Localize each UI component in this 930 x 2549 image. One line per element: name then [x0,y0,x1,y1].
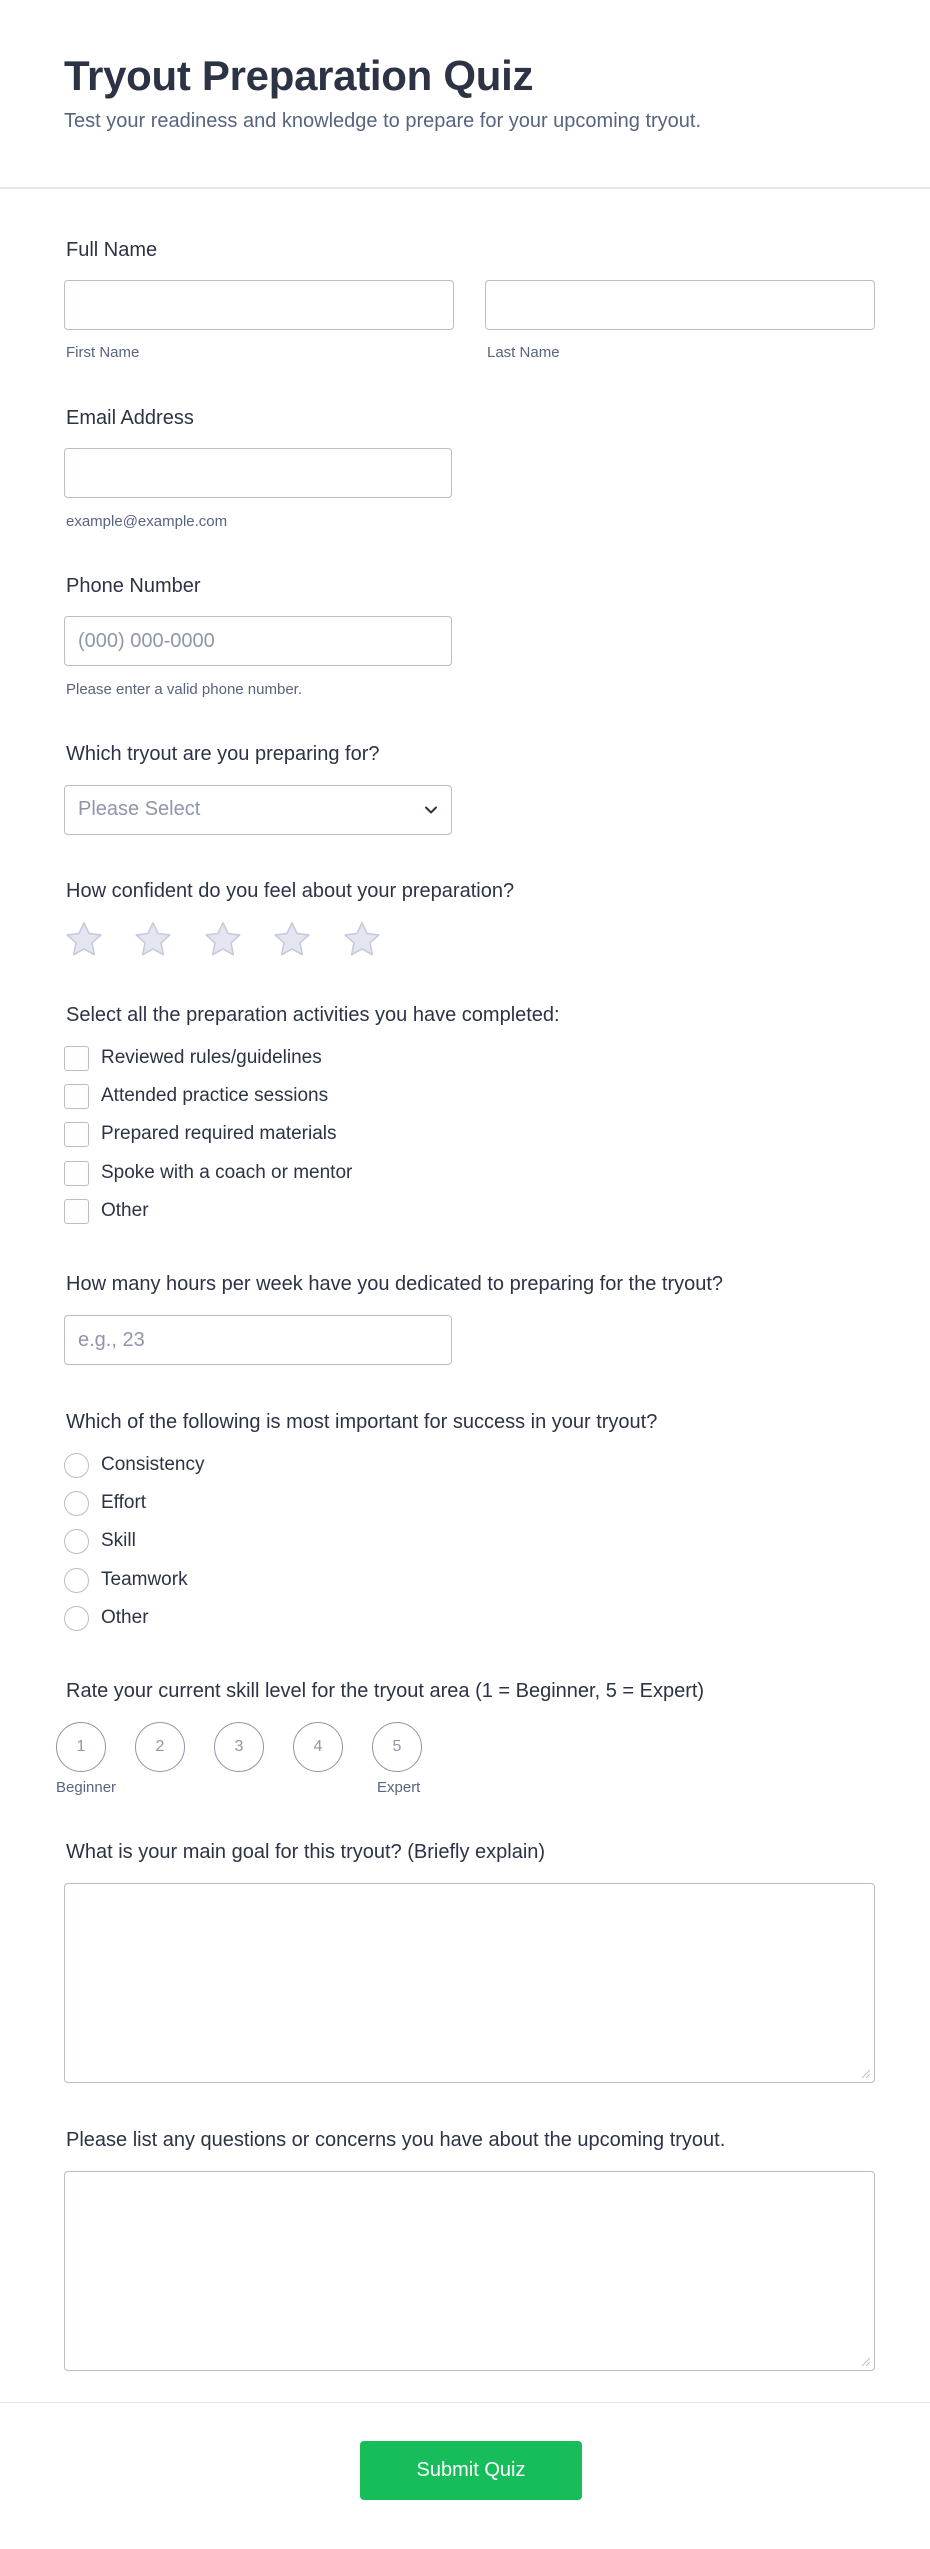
star-icon[interactable] [202,919,244,961]
first-name-sublabel: First Name [66,344,140,361]
hours-label: How many hours per week have you dedicated to preparing for the tryout? [66,1273,724,1295]
concerns-textarea[interactable] [64,2171,875,2371]
phone-label: Phone Number [66,575,201,597]
checkbox-label[interactable]: Spoke with a coach or mentor [101,1162,353,1183]
scale-option-1[interactable]: 1 [56,1722,106,1772]
checkbox-label[interactable]: Attended practice sessions [101,1085,329,1106]
email-input[interactable] [65,449,451,497]
scale-option-5[interactable]: 5 [372,1722,422,1772]
phone-field[interactable] [64,616,452,666]
tryout-label: Which tryout are you preparing for? [66,743,380,765]
checkbox[interactable] [64,1199,89,1224]
hours-input[interactable] [65,1316,451,1364]
checkbox-label[interactable]: Other [101,1200,149,1221]
radio-label[interactable]: Effort [101,1492,147,1513]
chevron-down-icon [421,800,441,820]
checkbox[interactable] [64,1122,89,1147]
star-icon[interactable] [271,919,313,961]
phone-input[interactable] [65,617,451,665]
last-name-sublabel: Last Name [487,344,560,361]
scale-max-label: Expert [377,1779,421,1796]
email-sublabel: example@example.com [66,513,228,530]
confidence-label: How confident do you feel about your preparation? [66,880,515,902]
tryout-select[interactable] [64,785,452,835]
scale-option-3[interactable]: 3 [214,1722,264,1772]
phone-sublabel: Please enter a valid phone number. [66,681,302,698]
radio-label[interactable]: Consistency [101,1454,205,1475]
submit-button[interactable]: Submit Quiz [360,2441,582,2500]
tryout-select-value: Please Select [78,798,201,820]
scale-option-4[interactable]: 4 [293,1722,343,1772]
checkbox[interactable] [64,1084,89,1109]
scale-option-2[interactable]: 2 [135,1722,185,1772]
hours-field[interactable] [64,1315,452,1365]
radio-label[interactable]: Skill [101,1530,136,1551]
resize-handle-icon[interactable] [860,2068,871,2079]
last-name-field[interactable] [485,280,875,330]
goal-label: What is your main goal for this tryout? (Briefly explain) [66,1841,546,1863]
star-icon[interactable] [63,919,105,961]
star-icon[interactable] [341,919,383,961]
page-subtitle: Test your readiness and knowledge to prepare for your upcoming tryout. [64,110,702,132]
radio-button[interactable] [64,1568,89,1593]
radio-button[interactable] [64,1529,89,1554]
activities-label: Select all the preparation activities you have completed: [66,1004,560,1026]
goal-textarea[interactable] [64,1883,875,2083]
first-name-input[interactable] [65,281,453,329]
star-icon[interactable] [132,919,174,961]
checkbox[interactable] [64,1046,89,1071]
importance-label: Which of the following is most important for success in your tryout? [66,1411,658,1433]
page-title: Tryout Preparation Quiz [64,52,534,99]
full-name-label: Full Name [66,239,158,261]
checkbox-label[interactable]: Prepared required materials [101,1123,337,1144]
radio-button[interactable] [64,1453,89,1478]
form-header [0,0,930,189]
scale-min-label: Beginner [56,1779,117,1796]
concerns-label: Please list any questions or concerns you have about the upcoming tryout. [66,2129,726,2151]
radio-button[interactable] [64,1491,89,1516]
radio-button[interactable] [64,1606,89,1631]
resize-handle-icon[interactable] [860,2356,871,2367]
radio-label[interactable]: Other [101,1607,149,1628]
email-label: Email Address [66,407,194,429]
email-field[interactable] [64,448,452,498]
first-name-field[interactable] [64,280,454,330]
last-name-input[interactable] [486,281,874,329]
skill-label: Rate your current skill level for the tryout area (1 = Beginner, 5 = Expert) [66,1680,705,1702]
checkbox[interactable] [64,1161,89,1186]
radio-label[interactable]: Teamwork [101,1569,188,1590]
checkbox-label[interactable]: Reviewed rules/guidelines [101,1047,322,1068]
